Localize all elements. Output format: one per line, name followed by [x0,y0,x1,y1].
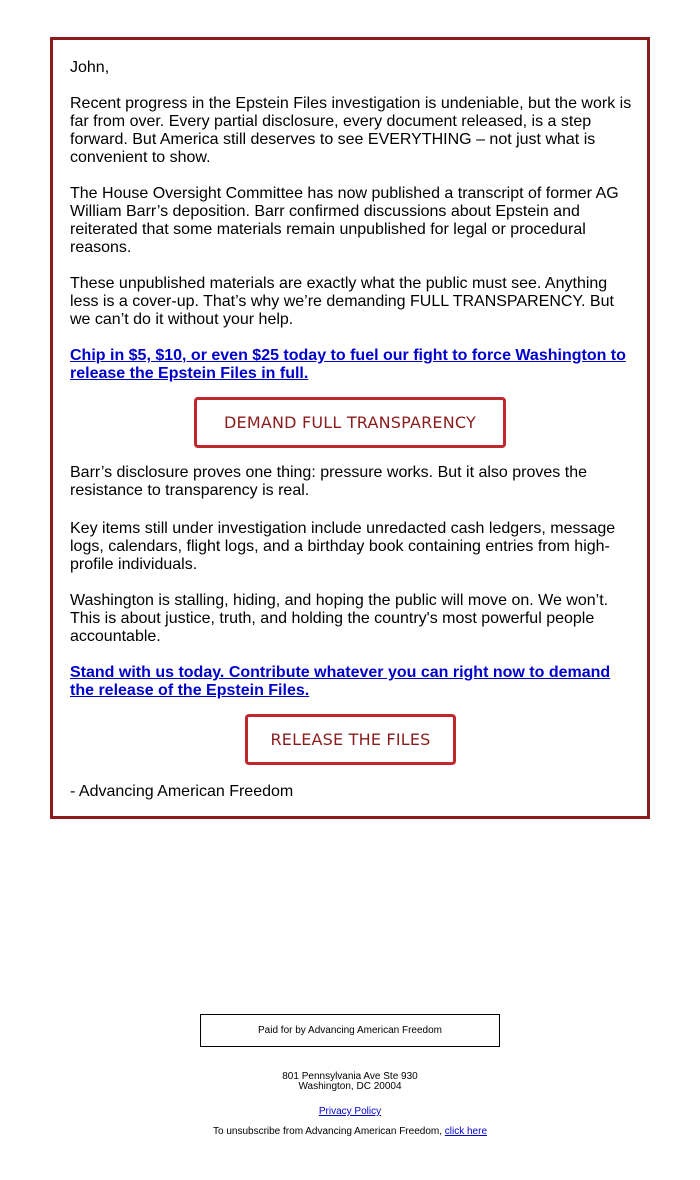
paragraph-washington-stalling: Washington is stalling, hiding, and hoping the public will move on. We won’t. This is about justice, truth, and holding the country's most powerful people accountable. [70,592,609,645]
donate-link-1[interactable]: Chip in $5, $10, or even $25 today to fuel our fight to force Washington to release the Epstein Files in full. [70,347,626,382]
email-card [50,37,650,819]
paid-for-disclaimer: Paid for by Advancing American Freedom [200,1014,500,1047]
release-files-button[interactable]: RELEASE THE FILES [245,714,456,765]
paragraph-unpublished-materials: These unpublished materials are exactly what the public must see. Anything less is a cover-up. That’s why we’re demanding FULL TRANSPARENCY. But we can’t do it without your help. [70,275,614,328]
greeting: John, [70,59,110,76]
paragraph-pressure-works: Barr’s disclosure proves one thing: pressure works. But it also proves the resistance to transparency is real. [70,464,587,499]
contribute-link-paragraph [70,664,632,700]
unsubscribe-text: To unsubscribe from Advancing American Freedom, [212,1126,445,1137]
donate-link-2[interactable]: Stand with us today. Contribute whatever you can right now to demand the release of the Epstein Files. [70,664,611,699]
privacy-policy-link[interactable]: Privacy Policy [318,1106,382,1117]
signoff: - Advancing American Freedom [70,783,294,800]
paragraph-key-items: Key items still under investigation include unredacted cash ledgers, message logs, calendars, flight logs, and a birthday book containing entries from high-profile individuals. [70,520,616,573]
paragraph-progress: Recent progress in the Epstein Files investigation is undeniable, but the work is far from over. Every partial disclosure, every document released, is a step forward. But America still deserves to see EVERYTHING – not just what is convenient to show. [70,95,632,166]
unsubscribe-row [0,1127,700,1137]
paragraph-barr-deposition: The House Oversight Committee has now published a transcript of former AG William Barr’s deposition. Barr confirmed discussions about Epstein and reiterated that some materials remain unpublished for legal or procedural reasons. [70,185,619,256]
address-line-1: 801 Pennsylvania Ave Ste 930 [282,1071,418,1082]
unsubscribe-link[interactable]: click here [444,1126,488,1137]
donate-link-paragraph [70,347,632,383]
privacy-policy-row [0,1107,700,1117]
address-line-2: Washington, DC 20004 [298,1081,402,1092]
demand-transparency-button[interactable]: DEMAND FULL TRANSPARENCY [194,397,506,448]
